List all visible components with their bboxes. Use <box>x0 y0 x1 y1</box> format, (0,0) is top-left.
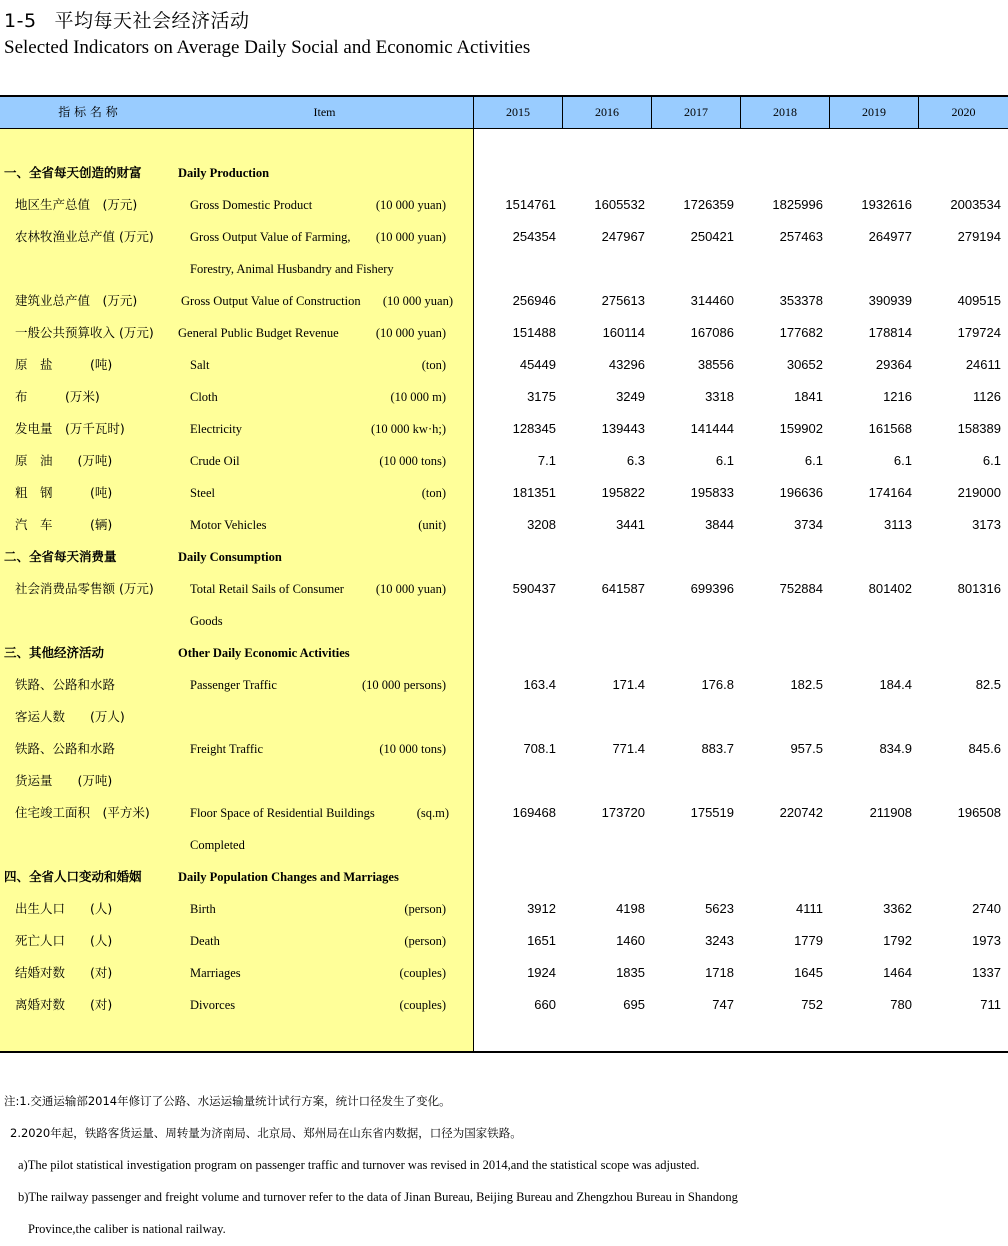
value-cell-2016: 247967 <box>601 229 645 244</box>
value-cell-2016: 1835 <box>616 965 645 980</box>
value-cell-2017: 747 <box>712 997 734 1012</box>
indicator-unit: (sq.m) <box>416 806 449 820</box>
value-cell-2017: 141444 <box>690 421 734 436</box>
table-row <box>0 701 1008 733</box>
value-cell-2017: 5623 <box>705 901 734 916</box>
value-cell-2019: 3362 <box>883 901 912 916</box>
footnote-line: b)The railway passenger and freight volume and turnover refer to the data of Jinan Bureau, Beijing Bureau and Zhengzhou Bureau in Shandong <box>18 1190 738 1204</box>
value-cell-2018: 752 <box>801 997 823 1012</box>
section-title-en: Daily Population Changes and Marriages <box>178 870 399 884</box>
table-row <box>0 893 1008 925</box>
value-cell-2020: 801316 <box>957 581 1001 596</box>
indicator-unit: (couples) <box>399 966 446 980</box>
value-cell-2020: 2740 <box>972 901 1001 916</box>
value-cell-2018: 3734 <box>794 517 823 532</box>
value-cell-2016: 6.3 <box>626 453 645 468</box>
indicator-unit: (ton) <box>421 358 446 372</box>
value-cell-2018: 220742 <box>779 805 823 820</box>
table-row <box>0 317 1008 349</box>
indicator-unit: (person) <box>404 934 446 948</box>
value-cell-2015: 128345 <box>512 421 556 436</box>
indicator-name-cn: 货运量 (万吨) <box>15 773 113 788</box>
value-cell-2017: 3844 <box>705 517 734 532</box>
header-year-2019: 2019 <box>862 105 886 119</box>
value-cell-2015: 3175 <box>527 389 556 404</box>
value-cell-2020: 179724 <box>957 325 1001 340</box>
value-cell-2016: 641587 <box>601 581 645 596</box>
table-row <box>0 253 1008 285</box>
table-row <box>0 189 1008 221</box>
footnote-line: Province,the caliber is national railway. <box>28 1222 226 1236</box>
indicator-name-en: Death <box>190 934 220 948</box>
value-cell-2020: 1337 <box>972 965 1001 980</box>
page-title-en: Selected Indicators on Average Daily Social and Economic Activities <box>4 37 531 58</box>
indicator-name-en: Freight Traffic <box>190 742 264 756</box>
indicator-unit: (ton) <box>421 486 446 500</box>
table-row <box>0 349 1008 381</box>
value-cell-2020: 845.6 <box>968 741 1001 756</box>
value-cell-2017: 38556 <box>697 357 734 372</box>
value-cell-2018: 1841 <box>794 389 823 404</box>
indicator-unit: (person) <box>404 902 446 916</box>
indicator-name-cn: 铁路、公路和水路 <box>15 677 116 692</box>
value-cell-2018: 257463 <box>779 229 823 244</box>
value-cell-2018: 196636 <box>779 485 823 500</box>
table-row <box>0 829 1008 861</box>
value-cell-2019: 1464 <box>883 965 912 980</box>
value-cell-2020: 409515 <box>957 293 1001 308</box>
table-header-row <box>0 97 1008 128</box>
value-cell-2018: 159902 <box>779 421 823 436</box>
value-cell-2017: 6.1 <box>715 453 734 468</box>
value-cell-2017: 1718 <box>705 965 734 980</box>
value-cell-2016: 275613 <box>601 293 645 308</box>
table-bottom-rule <box>0 1051 1008 1053</box>
indicator-name-en: Crude Oil <box>190 454 240 468</box>
indicator-name-en: Steel <box>190 486 215 500</box>
indicator-name-en: Cloth <box>190 390 218 404</box>
indicator-name-cn: 建筑业总产值 (万元) <box>15 293 138 308</box>
value-cell-2020: 82.5 <box>975 677 1001 692</box>
indicator-name-cn: 死亡人口 (人) <box>15 933 113 948</box>
value-cell-2015: 181351 <box>512 485 556 500</box>
table-row <box>0 573 1008 605</box>
title-cn-text: 平均每天社会经济活动 <box>54 10 250 32</box>
value-cell-2016: 139443 <box>601 421 645 436</box>
indicator-name-cn: 客运人数 (万人) <box>15 709 125 724</box>
section-title-cn: 二、全省每天消费量 <box>4 549 117 564</box>
indicator-name-cn: 原 油 (万吨) <box>15 453 113 468</box>
indicator-name-en: Motor Vehicles <box>190 518 267 532</box>
header-year-2017: 2017 <box>684 105 708 119</box>
value-cell-2015: 151488 <box>512 325 556 340</box>
value-cell-2018: 182.5 <box>790 677 823 692</box>
indicator-name-en: Electricity <box>190 422 243 436</box>
indicator-unit: (10 000 persons) <box>361 678 446 692</box>
indicator-name-cn: 一般公共预算收入 (万元) <box>15 325 154 340</box>
table-row <box>0 765 1008 797</box>
value-cell-2019: 161568 <box>868 421 912 436</box>
value-cell-2016: 43296 <box>608 357 645 372</box>
section-row <box>0 157 1008 189</box>
value-cell-2016: 1605532 <box>594 197 645 212</box>
value-cell-2018: 752884 <box>779 581 823 596</box>
header-year-2018: 2018 <box>773 105 797 119</box>
indicator-name-cn: 发电量 (万千瓦时) <box>15 421 125 436</box>
value-cell-2018: 1779 <box>794 933 823 948</box>
value-cell-2017: 3318 <box>705 389 734 404</box>
indicator-name-cn: 粗 钢 (吨) <box>15 485 113 500</box>
table-row <box>0 797 1008 829</box>
indicator-name-en: Marriages <box>190 966 241 980</box>
header-year-2015: 2015 <box>506 105 530 119</box>
indicator-name-en: Birth <box>190 902 216 916</box>
indicator-name-en: Goods <box>190 614 223 628</box>
value-cell-2016: 171.4 <box>612 677 645 692</box>
value-cell-2015: 3208 <box>527 517 556 532</box>
table-row <box>0 285 1008 317</box>
value-cell-2015: 3912 <box>527 901 556 916</box>
header-year-2020: 2020 <box>951 105 976 119</box>
value-cell-2016: 3249 <box>616 389 645 404</box>
indicator-name-cn: 住宅竣工面积 (平方米) <box>15 805 150 820</box>
value-cell-2019: 264977 <box>868 229 912 244</box>
value-cell-2018: 30652 <box>786 357 823 372</box>
footnote-line: a)The pilot statistical investigation program on passenger traffic and turnover was revised in 2014,and the statistical scope was adjusted. <box>18 1158 700 1172</box>
value-cell-2019: 174164 <box>868 485 912 500</box>
value-cell-2016: 771.4 <box>612 741 645 756</box>
indicator-unit: (couples) <box>399 998 446 1012</box>
footnote-line: 2.2020年起，铁路客货运量、周转量为济南局、北京局、郑州局在山东省内数据，口径为国家铁路。 <box>10 1126 522 1140</box>
value-cell-2017: 167086 <box>690 325 734 340</box>
table-number: 1-5 <box>4 10 37 32</box>
indicator-name-en: Salt <box>190 358 210 372</box>
indicator-unit: (10 000 m) <box>390 390 446 404</box>
value-cell-2016: 695 <box>623 997 645 1012</box>
table-row <box>0 445 1008 477</box>
table-row <box>0 413 1008 445</box>
value-cell-2020: 196508 <box>957 805 1001 820</box>
value-cell-2015: 1651 <box>527 933 556 948</box>
value-cell-2016: 160114 <box>602 325 645 340</box>
value-cell-2019: 3113 <box>884 517 912 532</box>
value-cell-2019: 178814 <box>868 325 912 340</box>
value-cell-2019: 211908 <box>869 805 912 820</box>
value-cell-2015: 660 <box>534 997 556 1012</box>
indicator-name-en: Floor Space of Residential Buildings <box>190 806 375 820</box>
indicator-name-cn: 离婚对数 (对) <box>15 997 113 1012</box>
value-cell-2016: 1460 <box>616 933 645 948</box>
value-cell-2015: 590437 <box>512 581 556 596</box>
value-cell-2020: 711 <box>980 997 1001 1012</box>
value-cell-2018: 957.5 <box>790 741 823 756</box>
table-row <box>0 957 1008 989</box>
value-cell-2019: 1932616 <box>861 197 912 212</box>
indicator-name-cn: 布 (万米) <box>15 389 100 404</box>
value-cell-2018: 4111 <box>796 901 823 916</box>
indicator-name-cn: 地区生产总值 (万元) <box>15 197 138 212</box>
header-item-en: Item <box>313 105 336 119</box>
value-cell-2015: 163.4 <box>523 677 556 692</box>
statistics-table <box>0 95 1008 1053</box>
indicator-name-en: Completed <box>190 838 245 852</box>
value-cell-2018: 1645 <box>794 965 823 980</box>
value-cell-2018: 1825996 <box>772 197 823 212</box>
value-cell-2019: 390939 <box>868 293 912 308</box>
section-row <box>0 861 1008 893</box>
value-cell-2019: 834.9 <box>879 741 912 756</box>
indicator-name-en: Forestry, Animal Husbandry and Fishery <box>190 262 394 276</box>
indicator-unit: (10 000 tons) <box>379 742 446 756</box>
indicator-unit: (10 000 kw·h;) <box>371 422 446 436</box>
value-cell-2019: 801402 <box>868 581 912 596</box>
table-row <box>0 989 1008 1021</box>
value-cell-2018: 177682 <box>779 325 823 340</box>
table-row <box>0 221 1008 253</box>
value-cell-2019: 29364 <box>875 357 912 372</box>
value-cell-2020: 3173 <box>972 517 1001 532</box>
header-indicator-cn: 指 标 名 称 <box>58 105 118 119</box>
section-row <box>0 637 1008 669</box>
indicator-name-en: General Public Budget Revenue <box>178 326 339 340</box>
indicator-name-cn: 出生人口 (人) <box>15 901 113 916</box>
section-title-en: Daily Consumption <box>178 550 282 564</box>
value-cell-2016: 173720 <box>601 805 645 820</box>
indicator-unit: (unit) <box>418 518 446 532</box>
indicator-unit: (10 000 yuan) <box>382 294 453 308</box>
table-row <box>0 477 1008 509</box>
value-cell-2016: 195822 <box>601 485 645 500</box>
value-cell-2016: 4198 <box>616 901 645 916</box>
value-cell-2017: 314460 <box>690 293 734 308</box>
indicator-name-en: Gross Domestic Product <box>190 198 313 212</box>
value-cell-2020: 1973 <box>972 933 1001 948</box>
indicator-name-en: Gross Output Value of Farming, <box>190 230 351 244</box>
indicator-unit: (10 000 yuan) <box>375 582 446 596</box>
section-title-cn: 四、全省人口变动和婚姻 <box>4 869 142 884</box>
value-cell-2017: 3243 <box>705 933 734 948</box>
table-row <box>0 509 1008 541</box>
table-row <box>0 733 1008 765</box>
indicator-name-en: Passenger Traffic <box>190 678 277 692</box>
value-cell-2020: 158389 <box>957 421 1001 436</box>
value-cell-2017: 1726359 <box>683 197 734 212</box>
value-cell-2020: 219000 <box>957 485 1001 500</box>
value-cell-2017: 250421 <box>690 229 734 244</box>
indicator-name-en: Divorces <box>190 998 236 1012</box>
value-cell-2015: 708.1 <box>523 741 556 756</box>
value-cell-2015: 254354 <box>512 229 556 244</box>
indicator-unit: (10 000 yuan) <box>375 326 446 340</box>
indicator-name-cn: 结婚对数 (对) <box>15 965 113 980</box>
table-row <box>0 381 1008 413</box>
header-year-2016: 2016 <box>595 105 619 119</box>
indicator-name-cn: 社会消费品零售额 (万元) <box>15 581 154 596</box>
indicator-unit: (10 000 yuan) <box>375 230 446 244</box>
section-title-en: Daily Production <box>178 166 270 180</box>
value-cell-2015: 256946 <box>512 293 556 308</box>
table-row <box>0 605 1008 637</box>
value-cell-2020: 24611 <box>965 357 1001 372</box>
value-cell-2019: 184.4 <box>879 677 912 692</box>
indicator-name-cn: 铁路、公路和水路 <box>15 741 116 756</box>
value-cell-2020: 2003534 <box>950 197 1001 212</box>
footnote-line: 注:1.交通运输部2014年修订了公路、水运运输量统计试行方案，统计口径发生了变化。 <box>4 1094 451 1108</box>
indicator-unit: (10 000 tons) <box>379 454 446 468</box>
value-cell-2017: 699396 <box>690 581 734 596</box>
value-cell-2017: 883.7 <box>701 741 734 756</box>
value-cell-2016: 3441 <box>616 517 645 532</box>
value-cell-2015: 7.1 <box>537 453 556 468</box>
table-row <box>0 925 1008 957</box>
value-cell-2017: 176.8 <box>701 677 734 692</box>
indicator-name-en: Total Retail Sails of Consumer <box>190 582 344 596</box>
value-cell-2015: 45449 <box>519 357 556 372</box>
value-cell-2019: 1216 <box>883 389 912 404</box>
indicator-unit: (10 000 yuan) <box>375 198 446 212</box>
value-cell-2019: 6.1 <box>893 453 912 468</box>
value-cell-2020: 6.1 <box>982 453 1001 468</box>
value-cell-2015: 1924 <box>527 965 556 980</box>
value-cell-2015: 1514761 <box>505 197 556 212</box>
indicator-name-cn: 农林牧渔业总产值 (万元) <box>15 229 154 244</box>
value-cell-2019: 780 <box>890 997 912 1012</box>
value-cell-2017: 195833 <box>690 485 734 500</box>
value-cell-2020: 279194 <box>957 229 1001 244</box>
value-cell-2017: 175519 <box>690 805 734 820</box>
value-cell-2020: 1126 <box>973 389 1001 404</box>
indicator-name-cn: 汽 车 (辆) <box>15 517 113 532</box>
value-cell-2018: 353378 <box>779 293 823 308</box>
value-cell-2018: 6.1 <box>804 453 823 468</box>
page-title-cn <box>4 6 250 33</box>
table-row <box>0 669 1008 701</box>
indicator-name-en: Gross Output Value of Construction <box>181 294 361 308</box>
section-row <box>0 541 1008 573</box>
value-cell-2019: 1792 <box>883 933 912 948</box>
section-title-cn: 一、全省每天创造的财富 <box>4 165 142 180</box>
value-cell-2015: 169468 <box>512 805 556 820</box>
indicator-name-cn: 原 盐 (吨) <box>15 357 113 372</box>
section-title-en: Other Daily Economic Activities <box>178 646 350 660</box>
section-title-cn: 三、其他经济活动 <box>4 645 105 660</box>
